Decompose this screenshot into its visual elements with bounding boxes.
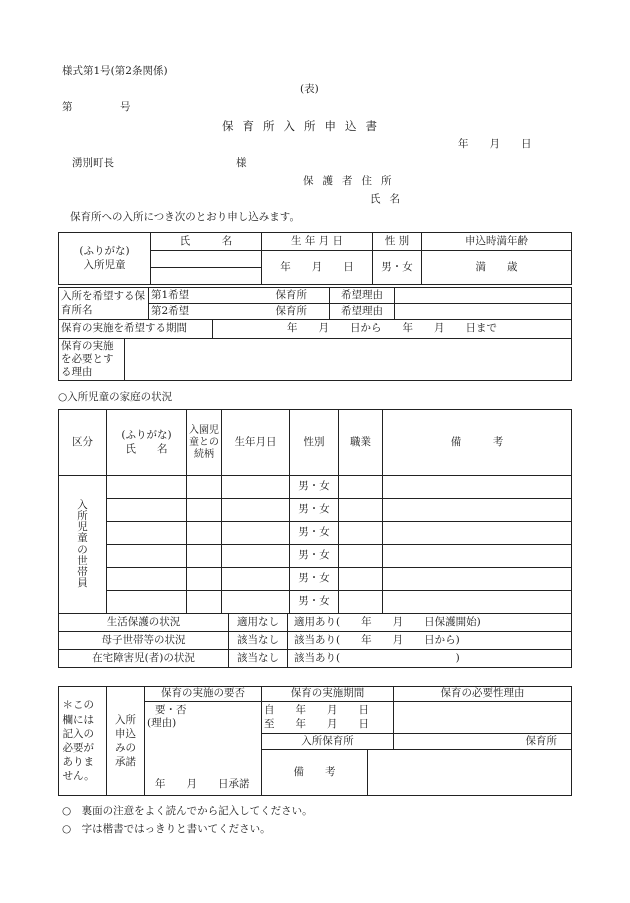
member-relation[interactable]: [187, 476, 222, 499]
approval-date[interactable]: 年 月 日承諾: [155, 777, 250, 790]
member-job[interactable]: [339, 545, 383, 568]
member-job[interactable]: [339, 591, 383, 614]
member-job[interactable]: [339, 568, 383, 591]
wish2-nursery[interactable]: 保育所: [202, 304, 330, 320]
guardian-name-label: 氏名: [370, 193, 409, 205]
table-row: [59, 568, 572, 591]
age-value[interactable]: 満 歳: [422, 251, 572, 285]
wish-table: [58, 287, 572, 320]
dob-value[interactable]: 年 月 日: [262, 251, 373, 285]
member-relation[interactable]: [187, 568, 222, 591]
member-remarks[interactable]: [383, 499, 572, 522]
member-dob[interactable]: [222, 522, 290, 545]
member-name[interactable]: [107, 476, 187, 499]
member-relation[interactable]: [187, 499, 222, 522]
member-job[interactable]: [339, 476, 383, 499]
period-label: 保育の実施を希望する期間: [59, 320, 213, 339]
period-to[interactable]: 至 年 月 日: [264, 717, 369, 730]
name-field[interactable]: [151, 268, 262, 285]
front-side-label: (表): [300, 83, 319, 95]
office-use-table: [58, 686, 572, 796]
member-remarks[interactable]: [383, 568, 572, 591]
member-sex[interactable]: 男・女: [290, 545, 339, 568]
member-sex[interactable]: 男・女: [290, 499, 339, 522]
name-header: 氏 名: [151, 233, 262, 251]
member-relation[interactable]: [187, 522, 222, 545]
page-title: 保育所入所申込書: [222, 119, 386, 133]
wish2-reason-field[interactable]: [395, 304, 572, 320]
dob-header: 生 年 月 日: [262, 233, 373, 251]
member-dob[interactable]: [222, 591, 290, 614]
number-suffix: 号: [120, 101, 131, 113]
disabled-label: 在宅障害児(者)の状況: [59, 650, 229, 668]
single-parent-label: 母子世帯等の状況: [59, 632, 229, 650]
number-prefix: 第: [62, 101, 73, 113]
note-2: ○ 字は楷書ではっきりと書いてください。: [62, 823, 271, 835]
office-note: ＊この欄には記入の必要がありません。: [59, 687, 107, 796]
note-1: ○ 裏面の注意をよく読んでから記入してください。: [62, 805, 313, 817]
member-remarks[interactable]: [383, 522, 572, 545]
need-field[interactable]: [125, 339, 572, 381]
member-remarks[interactable]: [383, 591, 572, 614]
child-label: (ふりがな) 入所児童: [59, 233, 151, 285]
col-relation: 入園児童との続柄: [187, 410, 222, 476]
need-cell[interactable]: [145, 702, 262, 796]
member-sex[interactable]: 男・女: [290, 522, 339, 545]
remarks-label: 備 考: [262, 750, 368, 796]
member-sex[interactable]: 男・女: [290, 476, 339, 499]
honorific: 様: [236, 157, 247, 169]
wish1-reason-field[interactable]: [395, 288, 572, 304]
nursery-value[interactable]: 保育所: [394, 734, 572, 750]
member-name[interactable]: [107, 499, 187, 522]
age-header: 申込時満年齢: [422, 233, 572, 251]
status-table: [58, 613, 572, 668]
table-row: [59, 499, 572, 522]
application-date: 年 月 日: [458, 138, 532, 150]
period-from[interactable]: 自 年 月 日: [264, 703, 369, 716]
period-col-header: 保育の実施期間: [262, 687, 394, 702]
form-number: 様式第1号(第2条関係): [62, 65, 168, 77]
wish-label: 入所を希望する保育所名: [59, 288, 149, 320]
col-dob: 生年月日: [222, 410, 290, 476]
welfare-yes[interactable]: 適用あり( 年 月 日保護開始): [288, 614, 572, 632]
table-row: [59, 545, 572, 568]
approval-label: 入所申込みの承諾: [107, 687, 145, 796]
table-row: [59, 476, 572, 499]
member-name[interactable]: [107, 545, 187, 568]
nursery-label: 入所保育所: [262, 734, 394, 750]
period-value[interactable]: 年 月 日から 年 月 日まで: [213, 320, 572, 339]
welfare-none[interactable]: 適用なし: [229, 614, 288, 632]
wish1-label: 第1希望: [149, 288, 202, 304]
member-remarks[interactable]: [383, 476, 572, 499]
member-dob[interactable]: [222, 499, 290, 522]
member-remarks[interactable]: [383, 545, 572, 568]
col-job: 職業: [339, 410, 383, 476]
remarks-field[interactable]: [368, 750, 572, 796]
necessity-col-header: 保育の必要性理由: [394, 687, 572, 702]
sex-value[interactable]: 男・女: [373, 251, 422, 285]
member-dob[interactable]: [222, 476, 290, 499]
need-col-header: 保育の実施の要否: [145, 687, 262, 702]
need-reason-label: (理由): [147, 717, 177, 730]
period-table: [58, 319, 572, 339]
member-name[interactable]: [107, 522, 187, 545]
col-remarks: 備 考: [383, 410, 572, 476]
guardian-address-label: 保護者住所: [303, 175, 401, 187]
member-job[interactable]: [339, 522, 383, 545]
member-relation[interactable]: [187, 591, 222, 614]
welfare-label: 生活保護の状況: [59, 614, 229, 632]
wish1-nursery[interactable]: 保育所: [202, 288, 330, 304]
need-table: [58, 338, 572, 381]
member-sex[interactable]: 男・女: [290, 591, 339, 614]
addressee: 湧別町長: [72, 157, 114, 169]
necessity-field[interactable]: [394, 702, 572, 734]
single-parent-yes[interactable]: 該当あり( 年 月 日から): [288, 632, 572, 650]
sex-header: 性 別: [373, 233, 422, 251]
col-sex: 性別: [290, 410, 339, 476]
wish2-reason-label: 希望理由: [330, 304, 395, 320]
disabled-none[interactable]: 該当なし: [229, 650, 288, 668]
member-sex[interactable]: 男・女: [290, 568, 339, 591]
member-name[interactable]: [107, 591, 187, 614]
single-parent-none[interactable]: 該当なし: [229, 632, 288, 650]
need-label: 保育の実施を必要とする理由: [59, 339, 125, 381]
need-yesno[interactable]: 要・否: [155, 704, 187, 716]
member-relation[interactable]: [187, 545, 222, 568]
furigana-field[interactable]: [151, 251, 262, 268]
family-section-title: ○入所児童の家庭の状況: [58, 391, 173, 403]
disabled-yes[interactable]: 該当あり( ): [288, 650, 572, 668]
member-name[interactable]: [107, 568, 187, 591]
applicant-table: [58, 232, 572, 285]
family-table: [58, 409, 572, 614]
table-row: [59, 591, 572, 614]
col-name: (ふりがな) 氏 名: [107, 410, 187, 476]
wish2-label: 第2希望: [149, 304, 202, 320]
col-category: 区分: [59, 410, 107, 476]
member-dob[interactable]: [222, 545, 290, 568]
table-row: [59, 522, 572, 545]
period-range[interactable]: [262, 702, 394, 734]
member-dob[interactable]: [222, 568, 290, 591]
household-group-label: 入所児童の世帯員: [59, 476, 107, 614]
member-job[interactable]: [339, 499, 383, 522]
intro-text: 保育所への入所につき次のとおり申し込みます。: [70, 211, 300, 223]
wish1-reason-label: 希望理由: [330, 288, 395, 304]
